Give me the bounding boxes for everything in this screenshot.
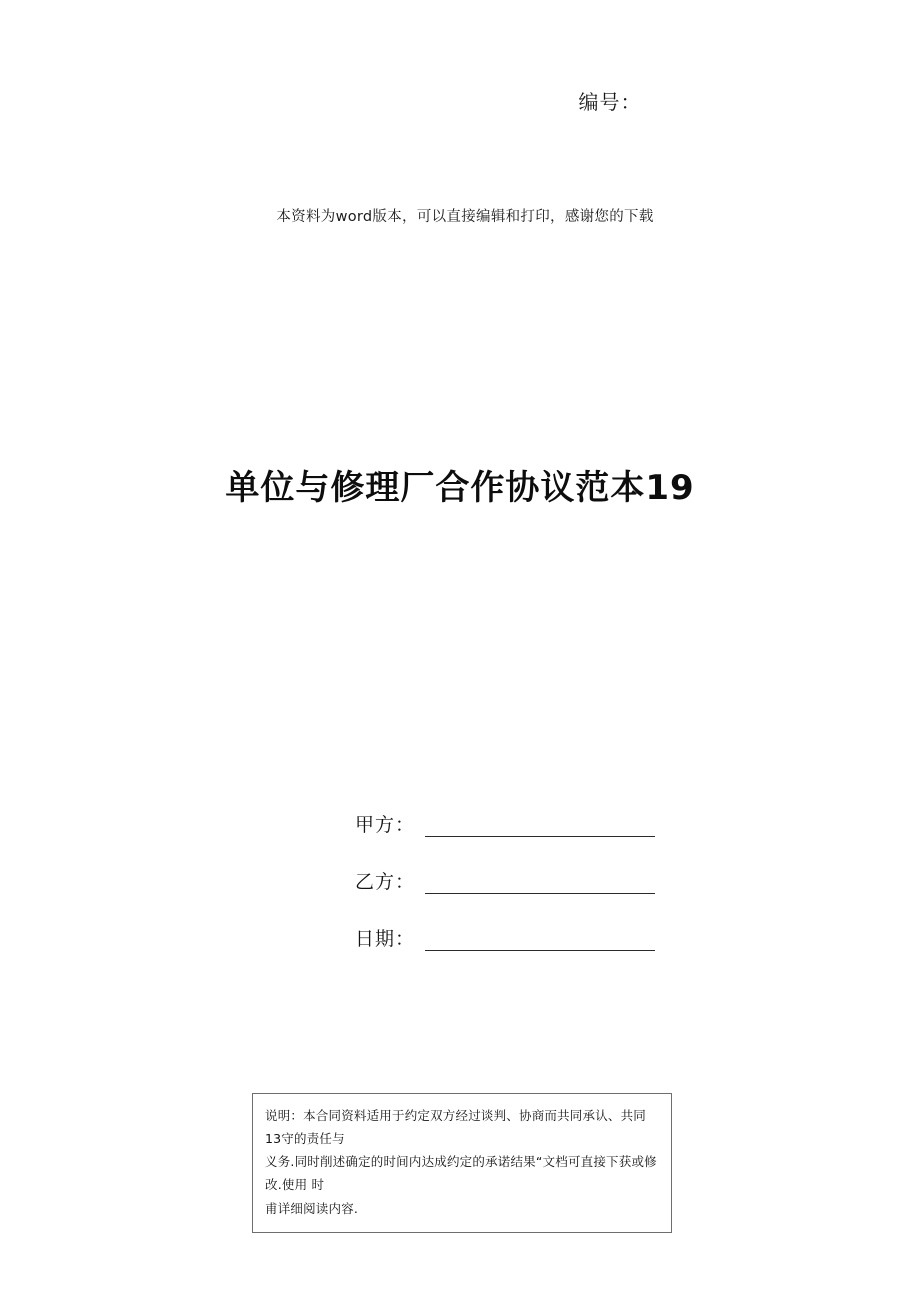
note-line-2: 义务.同时削述确定的时间内达成约定的承诺结果“文档可直接下获或修改.使用 时 — [265, 1154, 657, 1193]
party-b-label: 乙方： — [355, 871, 416, 893]
party-b-input-line[interactable] — [425, 877, 655, 894]
note-line-1: 说明：本合同资料适用于约定双方经过谈判、协商而共同承认、共同13守的责任与 — [265, 1108, 647, 1147]
signature-block — [355, 810, 655, 981]
word-version-notice — [0, 205, 920, 226]
signature-row-party-b — [355, 867, 655, 894]
date-label: 日期： — [355, 928, 416, 950]
note-line-3: 甫详细阅读内容. — [265, 1200, 359, 1216]
party-a-input-line[interactable] — [425, 820, 655, 837]
note-box — [252, 1093, 672, 1233]
date-input-line[interactable] — [425, 934, 655, 951]
word-version-notice-text: 本资料为word版本，可以直接编辑和打印，感谢您的下载 — [276, 209, 654, 225]
signature-row-party-a — [355, 810, 655, 837]
serial-number-label: 编号： — [578, 90, 642, 114]
serial-number-line — [0, 86, 920, 115]
signature-row-date — [355, 924, 655, 951]
party-a-label: 甲方： — [355, 814, 416, 836]
page-title: 单位与修理厂合作协议范本19 — [225, 468, 695, 508]
